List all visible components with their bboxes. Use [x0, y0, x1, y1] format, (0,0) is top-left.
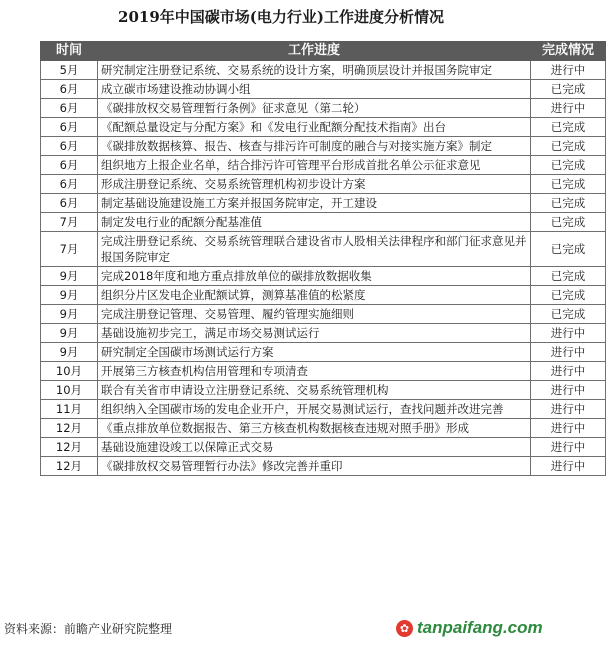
task-cell: 基础设施初步完工，满足市场交易测试运行 — [98, 324, 531, 343]
month-cell: 12月 — [41, 438, 98, 457]
task-cell: 《重点排放单位数据报告、第三方核查机构数据核查违规对照手册》形成 — [98, 419, 531, 438]
status-cell: 已完成 — [531, 305, 606, 324]
table-row — [41, 305, 606, 324]
status-cell: 已完成 — [531, 194, 606, 213]
task-cell: 联合有关省市申请设立注册登记系统、交易系统管理机构 — [98, 381, 531, 400]
task-cell: 开展第三方核查机构信用管理和专项清查 — [98, 362, 531, 381]
status-cell: 已完成 — [531, 156, 606, 175]
task-cell: 组织分片区发电企业配额试算，测算基准值的松紧度 — [98, 286, 531, 305]
month-cell: 6月 — [41, 137, 98, 156]
site-logo — [396, 617, 543, 639]
month-cell: 7月 — [41, 232, 98, 267]
table-body — [41, 61, 606, 476]
status-cell: 进行中 — [531, 99, 606, 118]
table-header — [41, 42, 606, 61]
status-cell: 进行中 — [531, 343, 606, 362]
status-cell: 进行中 — [531, 381, 606, 400]
month-cell: 11月 — [41, 400, 98, 419]
task-cell: 形成注册登记系统、交易系统管理机构初步设计方案 — [98, 175, 531, 194]
table-row — [41, 381, 606, 400]
status-cell: 进行中 — [531, 419, 606, 438]
table-row — [41, 99, 606, 118]
table-row — [41, 419, 606, 438]
month-cell: 6月 — [41, 194, 98, 213]
status-cell: 进行中 — [531, 61, 606, 80]
source-note: 资料来源：前瞻产业研究院整理 — [4, 622, 173, 636]
table-row — [41, 118, 606, 137]
table-row — [41, 194, 606, 213]
table-row — [41, 61, 606, 80]
task-cell: 基础设施建设竣工以保障正式交易 — [98, 438, 531, 457]
month-cell: 9月 — [41, 305, 98, 324]
month-cell: 10月 — [41, 362, 98, 381]
table-row — [41, 286, 606, 305]
month-cell: 9月 — [41, 267, 98, 286]
table-row — [41, 362, 606, 381]
status-cell: 已完成 — [531, 175, 606, 194]
task-cell: 《配额总量设定与分配方案》和《发电行业配额分配技术指南》出台 — [98, 118, 531, 137]
month-cell: 7月 — [41, 213, 98, 232]
table-row — [41, 175, 606, 194]
status-cell: 已完成 — [531, 286, 606, 305]
month-cell: 9月 — [41, 286, 98, 305]
task-cell: 成立碳市场建设推动协调小组 — [98, 80, 531, 99]
month-cell: 6月 — [41, 175, 98, 194]
status-cell: 进行中 — [531, 362, 606, 381]
task-cell: 《碳排放数据核算、报告、核查与排污许可制度的融合与对接实施方案》制定 — [98, 137, 531, 156]
table-row — [41, 80, 606, 99]
table-row — [41, 400, 606, 419]
status-cell: 已完成 — [531, 80, 606, 99]
task-cell: 完成注册登记管理、交易管理、履约管理实施细则 — [98, 305, 531, 324]
table-row — [41, 137, 606, 156]
header-time: 时间 — [41, 42, 98, 61]
header-status: 完成情况 — [531, 42, 606, 61]
logo-text: tanpaifang.com — [417, 618, 543, 637]
status-cell: 已完成 — [531, 213, 606, 232]
month-cell: 10月 — [41, 381, 98, 400]
status-cell: 已完成 — [531, 232, 606, 267]
status-cell: 已完成 — [531, 267, 606, 286]
table-row — [41, 232, 606, 267]
status-cell: 进行中 — [531, 438, 606, 457]
task-cell: 制定发电行业的配额分配基准值 — [98, 213, 531, 232]
month-cell: 9月 — [41, 324, 98, 343]
task-cell: 《碳排放权交易管理暂行条例》征求意见（第二轮） — [98, 99, 531, 118]
status-cell: 已完成 — [531, 137, 606, 156]
task-cell: 制定基础设施建设施工方案并报国务院审定，开工建设 — [98, 194, 531, 213]
table-row — [41, 457, 606, 476]
task-cell: 研究制定全国碳市场测试运行方案 — [98, 343, 531, 362]
table-row — [41, 343, 606, 362]
month-cell: 6月 — [41, 118, 98, 137]
month-cell: 6月 — [41, 80, 98, 99]
month-cell: 6月 — [41, 99, 98, 118]
header-progress: 工作进度 — [98, 42, 531, 61]
month-cell: 12月 — [41, 419, 98, 438]
status-cell: 进行中 — [531, 400, 606, 419]
task-cell: 《碳排放权交易管理暂行办法》修改完善并重印 — [98, 457, 531, 476]
month-cell: 9月 — [41, 343, 98, 362]
table-row — [41, 438, 606, 457]
task-cell: 完成注册登记系统、交易系统管理联合建设省市人股相关法律程序和部门征求意见并报国务院审定 — [98, 232, 531, 267]
table-title: 2019年中国碳市场(电力行业)工作进度分析情况 — [118, 8, 444, 26]
progress-table — [40, 41, 606, 476]
table-row — [41, 213, 606, 232]
table-row — [41, 156, 606, 175]
table-row — [41, 267, 606, 286]
leaf-logo-icon: ✿ — [396, 620, 413, 637]
month-cell: 5月 — [41, 61, 98, 80]
table-row — [41, 324, 606, 343]
status-cell: 已完成 — [531, 118, 606, 137]
task-cell: 组织地方上报企业名单，结合排污许可管理平台形成首批名单公示征求意见 — [98, 156, 531, 175]
month-cell: 6月 — [41, 156, 98, 175]
month-cell: 12月 — [41, 457, 98, 476]
status-cell: 进行中 — [531, 324, 606, 343]
task-cell: 组织纳入全国碳市场的发电企业开户，开展交易测试运行，查找问题并改进完善 — [98, 400, 531, 419]
status-cell: 进行中 — [531, 457, 606, 476]
task-cell: 完成2018年度和地方重点排放单位的碳排放数据收集 — [98, 267, 531, 286]
task-cell: 研究制定注册登记系统、交易系统的设计方案，明确顶层设计并报国务院审定 — [98, 61, 531, 80]
